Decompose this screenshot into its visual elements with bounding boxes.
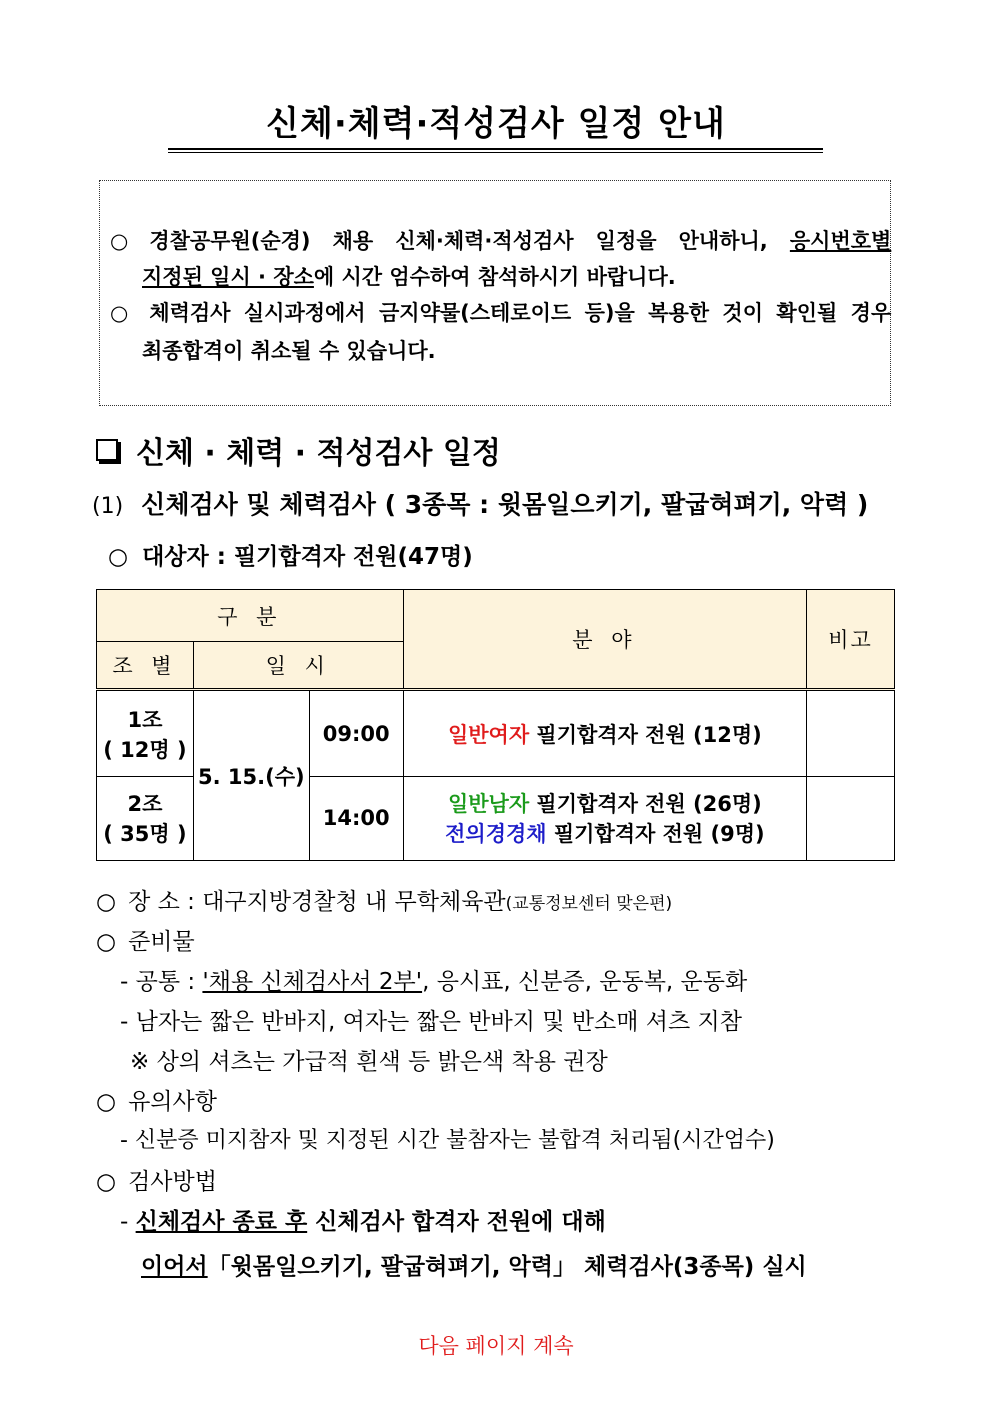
- group-cell: [97, 776, 194, 860]
- method-detail-line2: [141, 1248, 807, 1281]
- method-text: 검사방법: [128, 1169, 217, 1195]
- sub-heading-number: (1): [92, 494, 124, 519]
- notice-underlined-text: 지정된 일시 · 장소: [142, 265, 314, 289]
- section-heading-text: 신체 · 체력 · 적성검사 일정: [136, 436, 501, 471]
- clothing-line: - 남자는 짧은 반바지, 여자는 짧은 반바지 및 반소매 셔츠 지참: [120, 1009, 742, 1035]
- place-line: [96, 883, 672, 916]
- notice-word: 복용한: [648, 301, 710, 325]
- bullet-circle-icon: ○: [110, 301, 129, 325]
- target-line: [108, 538, 473, 571]
- method-rest: 「윗몸일으키기, 팔굽혀펴기, 악력」 체력검사(3종목) 실시: [207, 1254, 807, 1280]
- notice-word: 일정을: [595, 229, 657, 253]
- bullet-circle-icon: ○: [96, 1089, 117, 1115]
- notice-word: 금지약물(스테로이드: [379, 301, 572, 325]
- continued-note: 다음 페이지 계속: [418, 1334, 574, 1358]
- field-detail: 필기합격자 전원 (12명): [529, 722, 762, 747]
- method-dash: -: [120, 1209, 136, 1235]
- group-count: ( 35명 ): [103, 822, 187, 847]
- place-text: 장 소 : 대구지방경찰청 내 무학체육관: [128, 889, 506, 915]
- notice-item-1-line1: [110, 225, 892, 255]
- method-underlined: 신체검사 종료 후: [135, 1209, 308, 1235]
- notice-word: 등)을: [584, 301, 635, 325]
- notice-text: 에 시간 엄수하여 참석하시기 바랍니다.: [313, 265, 676, 289]
- caution-text: 유의사항: [128, 1089, 217, 1115]
- common-prefix: - 공통 :: [120, 969, 203, 995]
- target-text: 대상자 : 필기합격자 전원(47명): [142, 544, 473, 570]
- common-rest: , 응시표, 신분증, 운동복, 운동화: [422, 969, 748, 995]
- method-line: [96, 1163, 217, 1196]
- common-underlined: '채용 신체검사서 2부': [202, 969, 423, 995]
- notice-box: [99, 180, 891, 406]
- notice-item-2-line1: [110, 297, 892, 327]
- bullet-circle-icon: ○: [110, 229, 129, 253]
- group-count: ( 12명 ): [103, 737, 187, 762]
- field-category: 전의경경채: [445, 822, 547, 847]
- checkbox-square-icon: [96, 439, 118, 461]
- header-field: 분 야: [403, 590, 806, 690]
- place-note: (교통정보센터 맞은편): [505, 894, 673, 914]
- page-title: 신체·체력·적성검사 일정 안내: [266, 104, 726, 144]
- header-group-col: 조 별: [97, 642, 194, 690]
- note-cell: [807, 776, 895, 860]
- bullet-circle-icon: ○: [108, 544, 129, 570]
- notice-word: 경우: [850, 301, 892, 325]
- notice-word: 신체·체력·적성검사: [395, 229, 574, 253]
- title-underline: [168, 148, 823, 150]
- header-note: 비고: [807, 590, 895, 690]
- notice-word: 경찰공무원(순경): [149, 229, 311, 253]
- notice-word: 안내하니,: [678, 229, 768, 253]
- prep-line: [96, 923, 195, 956]
- time-cell: 14:00: [309, 776, 403, 860]
- date-cell: 5. 15.(수): [193, 690, 309, 861]
- sub-heading: [92, 485, 868, 521]
- schedule-table: [96, 589, 895, 861]
- notice-item-2-line2: 최종합격이 취소될 수 있습니다.: [142, 339, 436, 363]
- caution-line: [96, 1083, 217, 1116]
- note-cell: [807, 690, 895, 776]
- prep-text: 준비물: [128, 929, 195, 955]
- notice-word: 채용: [332, 229, 374, 253]
- notice-word: 체력검사: [149, 301, 231, 325]
- field-detail: 필기합격자 전원 (9명): [546, 822, 765, 847]
- notice-word: 실시과정에서: [243, 301, 366, 325]
- field-category: 일반여자: [447, 722, 530, 747]
- header-datetime: 일 시: [193, 642, 403, 690]
- bullet-circle-icon: ○: [96, 929, 117, 955]
- shirt-note-line: ※ 상의 셔츠는 가급적 흰색 등 밝은색 착용 권장: [130, 1049, 608, 1075]
- group-name: 2조: [127, 792, 163, 817]
- section-heading: [96, 428, 501, 472]
- notice-word-underlined: 응시번호별: [789, 229, 892, 253]
- notice-item-1-line2: [142, 261, 676, 291]
- common-line: [120, 963, 747, 996]
- title-underline-thin: [168, 152, 823, 153]
- table-row: [97, 690, 895, 776]
- group-name: 1조: [127, 707, 163, 732]
- notice-word: 확인될: [776, 301, 838, 325]
- field-cell: [403, 776, 806, 860]
- field-cell: [403, 690, 806, 776]
- group-cell: [97, 690, 194, 776]
- bullet-circle-icon: ○: [96, 1169, 117, 1195]
- notice-word: 것이: [722, 301, 763, 325]
- method-detail-line1: [120, 1203, 606, 1236]
- bullet-circle-icon: ○: [96, 889, 117, 915]
- method-underlined: 이어서: [141, 1254, 208, 1280]
- sub-heading-text: 신체검사 및 체력검사 ( 3종목 : 윗몸일으키기, 팔굽혀펴기, 악력 ): [141, 490, 869, 519]
- header-group: 구 분: [97, 590, 404, 642]
- time-cell: 09:00: [309, 690, 403, 776]
- field-detail: 필기합격자 전원 (26명): [529, 792, 762, 817]
- caution-detail-line: - 신분증 미지참자 및 지정된 시간 불참자는 불합격 처리됨(시간엄수): [120, 1128, 775, 1153]
- method-rest: 신체검사 합격자 전원에 대해: [307, 1209, 606, 1235]
- field-category: 일반남자: [447, 792, 530, 817]
